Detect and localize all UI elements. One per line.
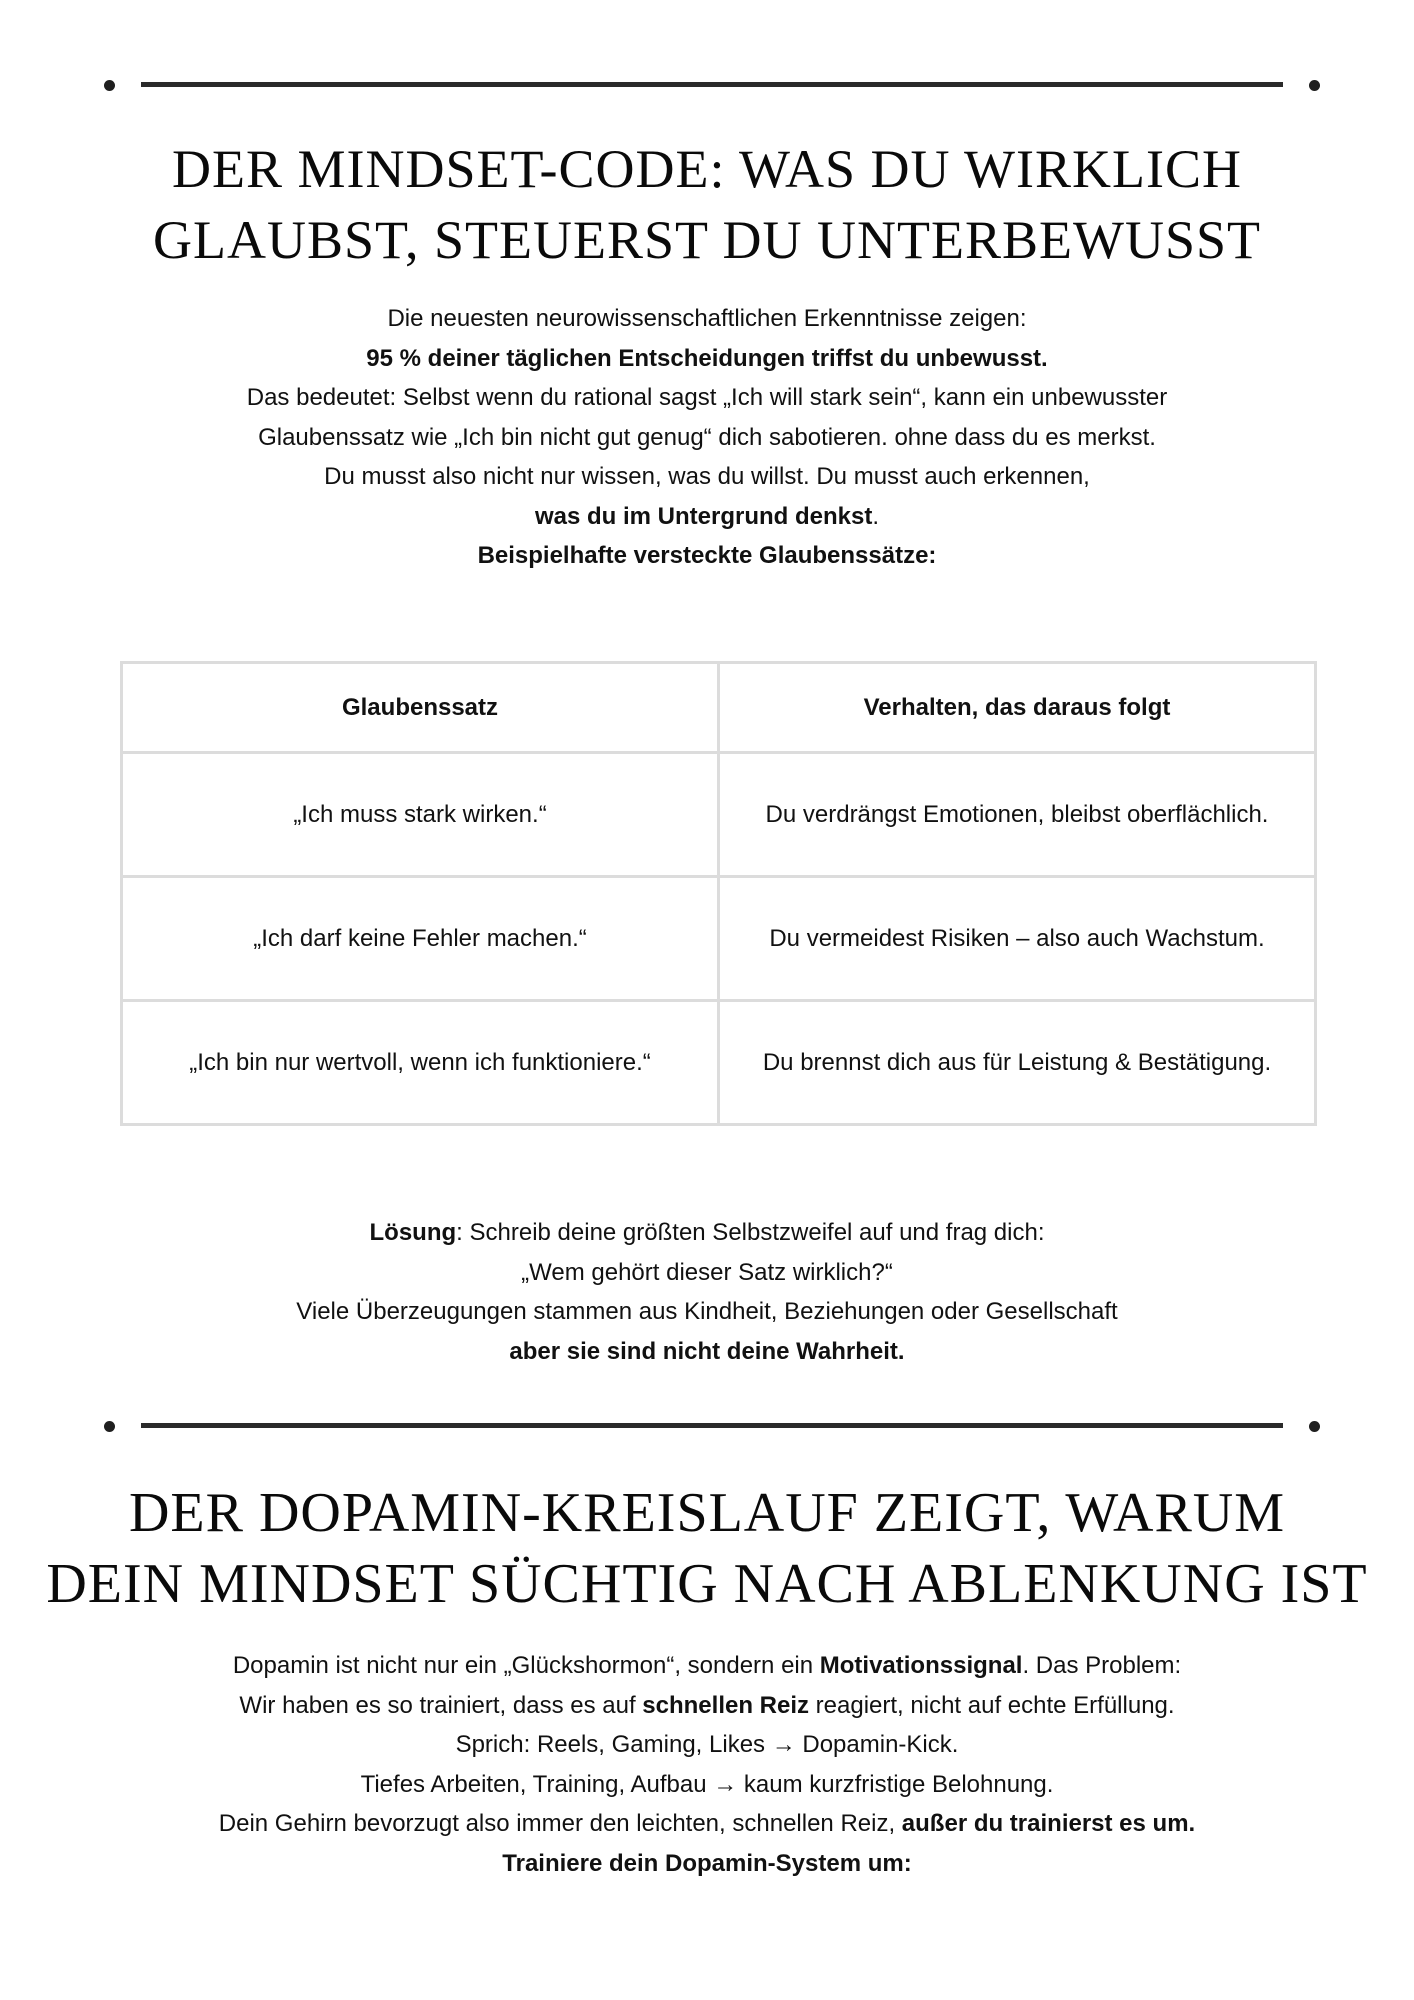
intro-emphasis: was du im Untergrund denkst: [534, 502, 873, 530]
table-header-row: [122, 663, 1316, 753]
dopamine-line: [0, 1646, 1414, 1686]
dopamine-paragraph: [0, 1646, 1414, 1883]
table-row: [122, 877, 1316, 1001]
solution-label: Lösung: [369, 1219, 457, 1246]
intro-line: Die neuesten neurowissenschaftlichen Erkenntnisse zeigen:: [387, 305, 1027, 332]
emphasis: außer du trainierst es um.: [901, 1810, 1196, 1837]
intro-paragraph: [0, 299, 1414, 576]
dopamine-line: Sprich: Reels, Gaming, Likes → Dopamin-Kick.: [455, 1731, 959, 1758]
solution-text: : Schreib deine größten Selbstzweifel auf und frag dich:: [456, 1219, 1045, 1246]
belief-cell: „Ich muss stark wirken.“: [122, 753, 719, 877]
behavior-cell: Du brennst dich aus für Leistung & Bestätigung.: [719, 1001, 1316, 1125]
text-run: Dopamin ist nicht nur ein „Glückshormon“, sondern ein: [232, 1652, 820, 1679]
table-row: [122, 753, 1316, 877]
column-header-behavior: Verhalten, das daraus folgt: [719, 663, 1316, 753]
solution-line: Viele Überzeugungen stammen aus Kindheit, Beziehungen oder Gesellschaft: [296, 1298, 1118, 1325]
intro-line: Glaubenssatz wie „Ich bin nicht gut genug“ dich sabotieren. ohne dass du es merkst.: [258, 423, 1156, 451]
text-run: . Das Problem:: [1022, 1652, 1182, 1679]
section-divider-top: [104, 78, 1320, 92]
divider-line: [141, 82, 1283, 87]
heading-line: DER MINDSET-CODE: WAS DU WIRKLICH: [171, 139, 1243, 199]
intro-line: [0, 497, 1414, 537]
table-row: [122, 1001, 1316, 1125]
solution-question: „Wem gehört dieser Satz wirklich?“: [521, 1258, 893, 1286]
beliefs-table: [120, 661, 1317, 1126]
dopamine-line: [0, 1804, 1414, 1844]
text-run: Dein Gehirn bevorzugt also immer den leichten, schnellen Reiz,: [218, 1810, 902, 1837]
table-intro-label: Beispielhafte versteckte Glaubenssätze:: [477, 542, 937, 569]
solution-line: [0, 1213, 1414, 1253]
belief-cell: „Ich bin nur wertvoll, wenn ich funktioniere.“: [122, 1001, 719, 1125]
column-header-belief: Glaubenssatz: [122, 663, 719, 753]
dopamine-line: Tiefes Arbeiten, Training, Aufbau → kaum kurzfristige Belohnung.: [360, 1770, 1054, 1798]
divider-dot-icon: [104, 1421, 115, 1432]
behavior-cell: Du vermeidest Risiken – also auch Wachstum.: [719, 877, 1316, 1001]
heading-line: DER DOPAMIN-KREISLAUF ZEIGT, WARUM: [128, 1482, 1286, 1544]
section-2-heading: [0, 1478, 1414, 1620]
text-run: Wir haben es so trainiert, dass es auf: [239, 1691, 643, 1719]
text-run: reagiert, nicht auf echte Erfüllung.: [809, 1691, 1175, 1719]
heading-line: GLAUBST, STEUERST DU UNTERBEWUSST: [152, 210, 1262, 270]
solution-conclusion: aber sie sind nicht deine Wahrheit.: [509, 1337, 905, 1365]
divider-dot-icon: [1309, 80, 1320, 91]
intro-punct: .: [872, 502, 880, 530]
dopamine-line: [0, 1686, 1414, 1726]
divider-dot-icon: [1309, 1421, 1320, 1432]
divider-dot-icon: [104, 80, 115, 91]
intro-line: Du musst also nicht nur wissen, was du willst. Du musst auch erkennen,: [324, 463, 1090, 490]
intro-line: Das bedeutet: Selbst wenn du rational sagst „Ich will stark sein“, kann ein unbewusster: [246, 384, 1168, 411]
heading-line: DEIN MINDSET SÜCHTIG NACH ABLENKUNG IST: [46, 1553, 1368, 1615]
behavior-cell: Du verdrängst Emotionen, bleibst oberflächlich.: [719, 753, 1316, 877]
solution-paragraph: [0, 1213, 1414, 1371]
belief-cell: „Ich darf keine Fehler machen.“: [122, 877, 719, 1001]
intro-line-bold: 95 % deiner täglichen Entscheidungen triffst du unbewusst.: [366, 344, 1048, 372]
emphasis: schnellen Reiz: [642, 1691, 810, 1719]
section-1-heading: [0, 134, 1414, 276]
section-divider-middle: [104, 1419, 1320, 1433]
emphasis: Motivationssignal: [819, 1652, 1023, 1679]
divider-line: [141, 1423, 1283, 1428]
dopamine-callout: Trainiere dein Dopamin-System um:: [502, 1849, 912, 1877]
